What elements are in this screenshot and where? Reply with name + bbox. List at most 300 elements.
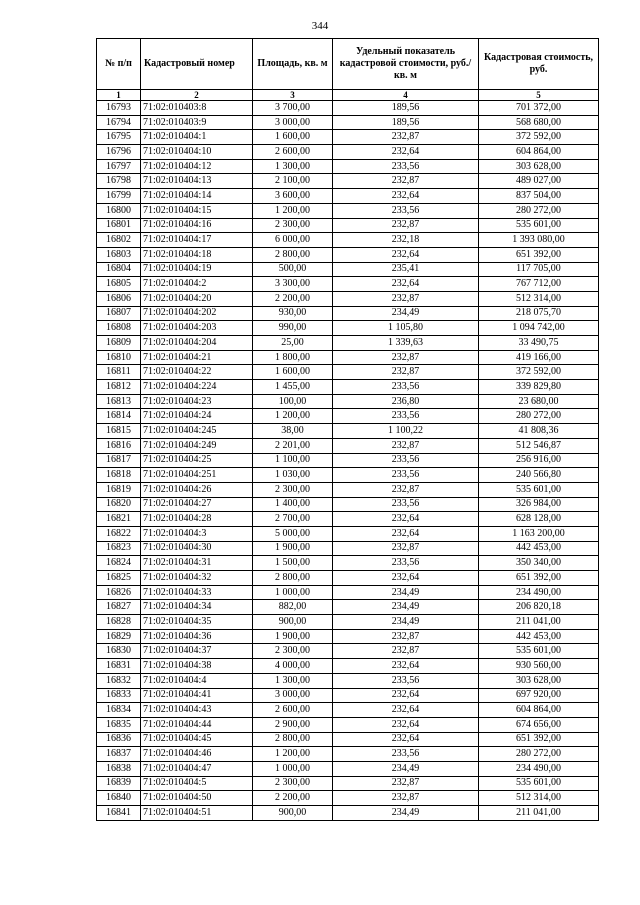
row-number-cell: 16827 [97, 600, 141, 615]
row-number-cell: 16819 [97, 482, 141, 497]
cadastral-number-cell: 71:02:010404:23 [141, 394, 253, 409]
cadastral-number-cell: 71:02:010404:27 [141, 497, 253, 512]
table-row [97, 233, 599, 248]
table-row [97, 424, 599, 439]
cadastral-number-cell: 71:02:010404:3 [141, 526, 253, 541]
unit-rate-cell: 232,64 [333, 512, 479, 527]
unit-rate-cell: 234,49 [333, 585, 479, 600]
cadastral-number-cell: 71:02:010404:13 [141, 174, 253, 189]
cadastral-value-cell: 628 128,00 [479, 512, 599, 527]
cadastral-value-cell: 535 601,00 [479, 482, 599, 497]
unit-rate-cell: 233,56 [333, 203, 479, 218]
cadastral-number-cell: 71:02:010404:47 [141, 761, 253, 776]
unit-rate-cell: 189,56 [333, 115, 479, 130]
unit-rate-cell: 232,87 [333, 791, 479, 806]
table-row [97, 306, 599, 321]
row-number-cell: 16806 [97, 291, 141, 306]
cadastral-number-cell: 71:02:010404:204 [141, 336, 253, 351]
unit-rate-cell: 232,87 [333, 438, 479, 453]
area-cell: 1 900,00 [253, 541, 333, 556]
table-row [97, 277, 599, 292]
unit-rate-cell: 232,64 [333, 277, 479, 292]
area-cell: 1 300,00 [253, 673, 333, 688]
unit-rate-cell: 234,49 [333, 615, 479, 630]
row-number-cell: 16809 [97, 336, 141, 351]
table-row [97, 394, 599, 409]
area-cell: 3 700,00 [253, 101, 333, 116]
area-cell: 2 300,00 [253, 218, 333, 233]
table-row [97, 218, 599, 233]
table-row [97, 497, 599, 512]
cadastral-number-cell: 71:02:010404:24 [141, 409, 253, 424]
table-body [97, 101, 599, 821]
cadastral-value-cell: 674 656,00 [479, 717, 599, 732]
cadastral-value-cell: 512 314,00 [479, 291, 599, 306]
unit-rate-cell: 233,56 [333, 380, 479, 395]
cadastral-number-cell: 71:02:010404:43 [141, 703, 253, 718]
area-cell: 1 455,00 [253, 380, 333, 395]
unit-rate-cell: 233,56 [333, 409, 479, 424]
row-number-cell: 16812 [97, 380, 141, 395]
table-row [97, 453, 599, 468]
cadastral-value-cell: 512 546,87 [479, 438, 599, 453]
table-row [97, 189, 599, 204]
cadastral-number-cell: 71:02:010404:251 [141, 468, 253, 483]
area-cell: 3 300,00 [253, 277, 333, 292]
row-number-cell: 16799 [97, 189, 141, 204]
cadastral-value-cell: 303 628,00 [479, 673, 599, 688]
row-number-cell: 16817 [97, 453, 141, 468]
cadastral-value-cell: 326 984,00 [479, 497, 599, 512]
unit-rate-cell: 232,87 [333, 218, 479, 233]
table-header-row [97, 39, 599, 90]
unit-rate-cell: 234,49 [333, 306, 479, 321]
cadastral-number-cell: 71:02:010404:50 [141, 791, 253, 806]
area-cell: 1 000,00 [253, 761, 333, 776]
unit-rate-cell: 233,56 [333, 453, 479, 468]
cadastral-number-cell: 71:02:010404:1 [141, 130, 253, 145]
row-number-cell: 16798 [97, 174, 141, 189]
header-row-number: № п/п [97, 39, 141, 90]
table-row [97, 247, 599, 262]
row-number-cell: 16837 [97, 747, 141, 762]
cadastral-value-cell: 280 272,00 [479, 747, 599, 762]
row-number-cell: 16833 [97, 688, 141, 703]
area-cell: 4 000,00 [253, 659, 333, 674]
cadastral-value-cell: 701 372,00 [479, 101, 599, 116]
unit-rate-cell: 189,56 [333, 101, 479, 116]
cadastral-value-cell: 651 392,00 [479, 247, 599, 262]
page-number: 344 [311, 20, 329, 32]
area-cell: 3 000,00 [253, 115, 333, 130]
cadastral-value-cell: 372 592,00 [479, 130, 599, 145]
cadastral-number-cell: 71:02:010404:34 [141, 600, 253, 615]
cadastral-value-cell: 489 027,00 [479, 174, 599, 189]
unit-rate-cell: 232,87 [333, 350, 479, 365]
cadastral-number-cell: 71:02:010404:44 [141, 717, 253, 732]
cadastral-value-cell: 604 864,00 [479, 703, 599, 718]
area-cell: 1 200,00 [253, 409, 333, 424]
cadastral-value-cell: 256 916,00 [479, 453, 599, 468]
row-number-cell: 16824 [97, 556, 141, 571]
area-cell: 2 200,00 [253, 291, 333, 306]
area-cell: 2 300,00 [253, 644, 333, 659]
row-number-cell: 16795 [97, 130, 141, 145]
cadastral-number-cell: 71:02:010404:51 [141, 806, 253, 821]
table-row [97, 571, 599, 586]
cadastral-value-cell: 568 680,00 [479, 115, 599, 130]
row-number-cell: 16793 [97, 101, 141, 116]
cadastral-value-cell: 41 808,36 [479, 424, 599, 439]
unit-rate-cell: 232,87 [333, 365, 479, 380]
area-cell: 1 100,00 [253, 453, 333, 468]
column-index: 2 [141, 90, 253, 101]
row-number-cell: 16828 [97, 615, 141, 630]
table-row [97, 130, 599, 145]
cadastral-number-cell: 71:02:010404:10 [141, 145, 253, 160]
row-number-cell: 16821 [97, 512, 141, 527]
area-cell: 900,00 [253, 806, 333, 821]
area-cell: 2 700,00 [253, 512, 333, 527]
cadastral-value-cell: 206 820,18 [479, 600, 599, 615]
cadastral-value-cell: 535 601,00 [479, 218, 599, 233]
cadastral-value-cell: 339 829,80 [479, 380, 599, 395]
cadastral-value-cell: 442 453,00 [479, 629, 599, 644]
cadastral-number-cell: 71:02:010404:224 [141, 380, 253, 395]
cadastral-number-cell: 71:02:010404:31 [141, 556, 253, 571]
cadastral-number-cell: 71:02:010404:2 [141, 277, 253, 292]
header-cadastral-number: Кадастровый номер [141, 39, 253, 90]
table-row [97, 629, 599, 644]
table-row [97, 526, 599, 541]
area-cell: 2 100,00 [253, 174, 333, 189]
area-cell: 1 030,00 [253, 468, 333, 483]
cadastral-number-cell: 71:02:010404:26 [141, 482, 253, 497]
cadastral-number-cell: 71:02:010403:9 [141, 115, 253, 130]
area-cell: 2 800,00 [253, 247, 333, 262]
column-index: 4 [333, 90, 479, 101]
unit-rate-cell: 233,56 [333, 556, 479, 571]
row-number-cell: 16797 [97, 159, 141, 174]
table-row [97, 791, 599, 806]
cadastral-number-cell: 71:02:010404:25 [141, 453, 253, 468]
table-row [97, 115, 599, 130]
cadastral-number-cell: 71:02:010404:30 [141, 541, 253, 556]
column-index: 3 [253, 90, 333, 101]
cadastral-number-cell: 71:02:010404:17 [141, 233, 253, 248]
row-number-cell: 16826 [97, 585, 141, 600]
cadastral-value-cell: 372 592,00 [479, 365, 599, 380]
table-row [97, 688, 599, 703]
area-cell: 1 600,00 [253, 365, 333, 380]
cadastral-value-cell: 419 166,00 [479, 350, 599, 365]
area-cell: 2 900,00 [253, 717, 333, 732]
unit-rate-cell: 232,87 [333, 776, 479, 791]
cadastral-number-cell: 71:02:010404:203 [141, 321, 253, 336]
table-row [97, 468, 599, 483]
row-number-cell: 16805 [97, 277, 141, 292]
unit-rate-cell: 232,18 [333, 233, 479, 248]
header-area: Площадь, кв. м [253, 39, 333, 90]
table-row [97, 761, 599, 776]
unit-rate-cell: 236,80 [333, 394, 479, 409]
cadastral-number-cell: 71:02:010404:5 [141, 776, 253, 791]
cadastral-number-cell: 71:02:010404:33 [141, 585, 253, 600]
unit-rate-cell: 1 105,80 [333, 321, 479, 336]
table-row [97, 556, 599, 571]
unit-rate-cell: 232,87 [333, 174, 479, 189]
table-row [97, 644, 599, 659]
row-number-cell: 16823 [97, 541, 141, 556]
area-cell: 100,00 [253, 394, 333, 409]
table-row [97, 438, 599, 453]
row-number-cell: 16840 [97, 791, 141, 806]
unit-rate-cell: 235,41 [333, 262, 479, 277]
row-number-cell: 16813 [97, 394, 141, 409]
cadastral-number-cell: 71:02:010404:45 [141, 732, 253, 747]
row-number-cell: 16810 [97, 350, 141, 365]
cadastral-value-cell: 117 705,00 [479, 262, 599, 277]
area-cell: 2 800,00 [253, 571, 333, 586]
area-cell: 2 600,00 [253, 145, 333, 160]
table-row [97, 585, 599, 600]
row-number-cell: 16807 [97, 306, 141, 321]
row-number-cell: 16829 [97, 629, 141, 644]
row-number-cell: 16804 [97, 262, 141, 277]
cadastral-number-cell: 71:02:010404:249 [141, 438, 253, 453]
area-cell: 2 600,00 [253, 703, 333, 718]
cadastral-value-cell: 280 272,00 [479, 409, 599, 424]
unit-rate-cell: 232,64 [333, 732, 479, 747]
table-row [97, 380, 599, 395]
cadastral-value-cell: 350 340,00 [479, 556, 599, 571]
table-row [97, 262, 599, 277]
unit-rate-cell: 233,56 [333, 497, 479, 512]
row-number-cell: 16832 [97, 673, 141, 688]
cadastral-value-cell: 1 094 742,00 [479, 321, 599, 336]
row-number-cell: 16811 [97, 365, 141, 380]
cadastral-number-cell: 71:02:010404:38 [141, 659, 253, 674]
table-row [97, 159, 599, 174]
row-number-cell: 16802 [97, 233, 141, 248]
cadastral-value-cell: 280 272,00 [479, 203, 599, 218]
cadastral-number-cell: 71:02:010404:46 [141, 747, 253, 762]
cadastral-value-cell: 23 680,00 [479, 394, 599, 409]
cadastral-number-cell: 71:02:010404:202 [141, 306, 253, 321]
column-index: 1 [97, 90, 141, 101]
area-cell: 500,00 [253, 262, 333, 277]
area-cell: 930,00 [253, 306, 333, 321]
row-number-cell: 16796 [97, 145, 141, 160]
cadastral-number-cell: 71:02:010404:36 [141, 629, 253, 644]
cadastral-value-cell: 837 504,00 [479, 189, 599, 204]
cadastral-value-cell: 240 566,80 [479, 468, 599, 483]
area-cell: 1 300,00 [253, 159, 333, 174]
cadastral-number-cell: 71:02:010404:14 [141, 189, 253, 204]
cadastral-value-cell: 767 712,00 [479, 277, 599, 292]
column-index-row [97, 90, 599, 101]
area-cell: 2 300,00 [253, 482, 333, 497]
cadastral-number-cell: 71:02:010404:20 [141, 291, 253, 306]
area-cell: 1 200,00 [253, 203, 333, 218]
cadastral-number-cell: 71:02:010404:28 [141, 512, 253, 527]
table-row [97, 350, 599, 365]
area-cell: 1 200,00 [253, 747, 333, 762]
table-row [97, 615, 599, 630]
unit-rate-cell: 233,56 [333, 468, 479, 483]
row-number-cell: 16841 [97, 806, 141, 821]
header-cadastral-value: Кадастровая стоимость, руб. [479, 39, 599, 90]
unit-rate-cell: 1 339,63 [333, 336, 479, 351]
unit-rate-cell: 234,49 [333, 761, 479, 776]
row-number-cell: 16803 [97, 247, 141, 262]
cadastral-value-cell: 697 920,00 [479, 688, 599, 703]
unit-rate-cell: 232,64 [333, 189, 479, 204]
area-cell: 1 800,00 [253, 350, 333, 365]
area-cell: 990,00 [253, 321, 333, 336]
row-number-cell: 16836 [97, 732, 141, 747]
area-cell: 900,00 [253, 615, 333, 630]
cadastral-number-cell: 71:02:010404:41 [141, 688, 253, 703]
cadastral-value-cell: 1 393 080,00 [479, 233, 599, 248]
area-cell: 882,00 [253, 600, 333, 615]
area-cell: 2 800,00 [253, 732, 333, 747]
row-number-cell: 16794 [97, 115, 141, 130]
area-cell: 1 600,00 [253, 130, 333, 145]
row-number-cell: 16820 [97, 497, 141, 512]
cadastral-number-cell: 71:02:010404:35 [141, 615, 253, 630]
column-index: 5 [479, 90, 599, 101]
unit-rate-cell: 234,49 [333, 806, 479, 821]
area-cell: 5 000,00 [253, 526, 333, 541]
unit-rate-cell: 232,64 [333, 526, 479, 541]
unit-rate-cell: 232,64 [333, 703, 479, 718]
row-number-cell: 16835 [97, 717, 141, 732]
table-row [97, 336, 599, 351]
table-row [97, 291, 599, 306]
table-row [97, 747, 599, 762]
table-row [97, 512, 599, 527]
cadastral-number-cell: 71:02:010404:22 [141, 365, 253, 380]
row-number-cell: 16839 [97, 776, 141, 791]
area-cell: 3 600,00 [253, 189, 333, 204]
table-row [97, 203, 599, 218]
area-cell: 25,00 [253, 336, 333, 351]
row-number-cell: 16822 [97, 526, 141, 541]
cadastral-number-cell: 71:02:010404:15 [141, 203, 253, 218]
unit-rate-cell: 234,49 [333, 600, 479, 615]
table-row [97, 776, 599, 791]
cadastral-value-cell: 651 392,00 [479, 571, 599, 586]
unit-rate-cell: 232,87 [333, 130, 479, 145]
cadastral-value-cell: 535 601,00 [479, 776, 599, 791]
table-row [97, 174, 599, 189]
unit-rate-cell: 232,87 [333, 629, 479, 644]
area-cell: 6 000,00 [253, 233, 333, 248]
cadastral-number-cell: 71:02:010404:12 [141, 159, 253, 174]
area-cell: 2 200,00 [253, 791, 333, 806]
unit-rate-cell: 232,64 [333, 247, 479, 262]
unit-rate-cell: 232,64 [333, 659, 479, 674]
cadastral-number-cell: 71:02:010404:37 [141, 644, 253, 659]
unit-rate-cell: 1 100,22 [333, 424, 479, 439]
cadastral-value-cell: 535 601,00 [479, 644, 599, 659]
cadastral-value-cell: 33 490,75 [479, 336, 599, 351]
area-cell: 1 400,00 [253, 497, 333, 512]
cadastral-number-cell: 71:02:010404:18 [141, 247, 253, 262]
cadastral-value-cell: 604 864,00 [479, 145, 599, 160]
table-row [97, 703, 599, 718]
cadastral-number-cell: 71:02:010404:16 [141, 218, 253, 233]
table-row [97, 732, 599, 747]
cadastral-value-cell: 218 075,70 [479, 306, 599, 321]
cadastral-value-cell: 234 490,00 [479, 761, 599, 776]
unit-rate-cell: 232,64 [333, 571, 479, 586]
unit-rate-cell: 232,87 [333, 482, 479, 497]
row-number-cell: 16834 [97, 703, 141, 718]
unit-rate-cell: 232,87 [333, 291, 479, 306]
table-row [97, 673, 599, 688]
row-number-cell: 16815 [97, 424, 141, 439]
unit-rate-cell: 233,56 [333, 673, 479, 688]
row-number-cell: 16808 [97, 321, 141, 336]
header-unit-rate: Удельный показатель кадастровой стоимости, руб./кв. м [333, 39, 479, 90]
area-cell: 1 900,00 [253, 629, 333, 644]
cadastral-value-cell: 1 163 200,00 [479, 526, 599, 541]
unit-rate-cell: 232,87 [333, 541, 479, 556]
cadastral-number-cell: 71:02:010404:32 [141, 571, 253, 586]
unit-rate-cell: 232,64 [333, 688, 479, 703]
row-number-cell: 16816 [97, 438, 141, 453]
table-row [97, 145, 599, 160]
cadastral-number-cell: 71:02:010404:19 [141, 262, 253, 277]
area-cell: 3 000,00 [253, 688, 333, 703]
row-number-cell: 16838 [97, 761, 141, 776]
row-number-cell: 16831 [97, 659, 141, 674]
cadastral-value-cell: 211 041,00 [479, 806, 599, 821]
area-cell: 2 300,00 [253, 776, 333, 791]
row-number-cell: 16814 [97, 409, 141, 424]
cadastral-number-cell: 71:02:010404:245 [141, 424, 253, 439]
table-row [97, 365, 599, 380]
row-number-cell: 16800 [97, 203, 141, 218]
area-cell: 1 500,00 [253, 556, 333, 571]
area-cell: 2 201,00 [253, 438, 333, 453]
unit-rate-cell: 233,56 [333, 159, 479, 174]
cadastral-number-cell: 71:02:010404:21 [141, 350, 253, 365]
unit-rate-cell: 232,87 [333, 644, 479, 659]
cadastral-value-cell: 303 628,00 [479, 159, 599, 174]
table-row [97, 101, 599, 116]
cadastral-value-cell: 442 453,00 [479, 541, 599, 556]
table-row [97, 659, 599, 674]
row-number-cell: 16818 [97, 468, 141, 483]
row-number-cell: 16801 [97, 218, 141, 233]
cadastral-value-table [96, 38, 599, 821]
table-row [97, 806, 599, 821]
cadastral-value-cell: 234 490,00 [479, 585, 599, 600]
cadastral-value-cell: 930 560,00 [479, 659, 599, 674]
unit-rate-cell: 232,64 [333, 145, 479, 160]
unit-rate-cell: 233,56 [333, 747, 479, 762]
cadastral-number-cell: 71:02:010404:4 [141, 673, 253, 688]
row-number-cell: 16825 [97, 571, 141, 586]
unit-rate-cell: 232,64 [333, 717, 479, 732]
table-row [97, 482, 599, 497]
cadastral-number-cell: 71:02:010403:8 [141, 101, 253, 116]
cadastral-value-cell: 211 041,00 [479, 615, 599, 630]
table-row [97, 600, 599, 615]
